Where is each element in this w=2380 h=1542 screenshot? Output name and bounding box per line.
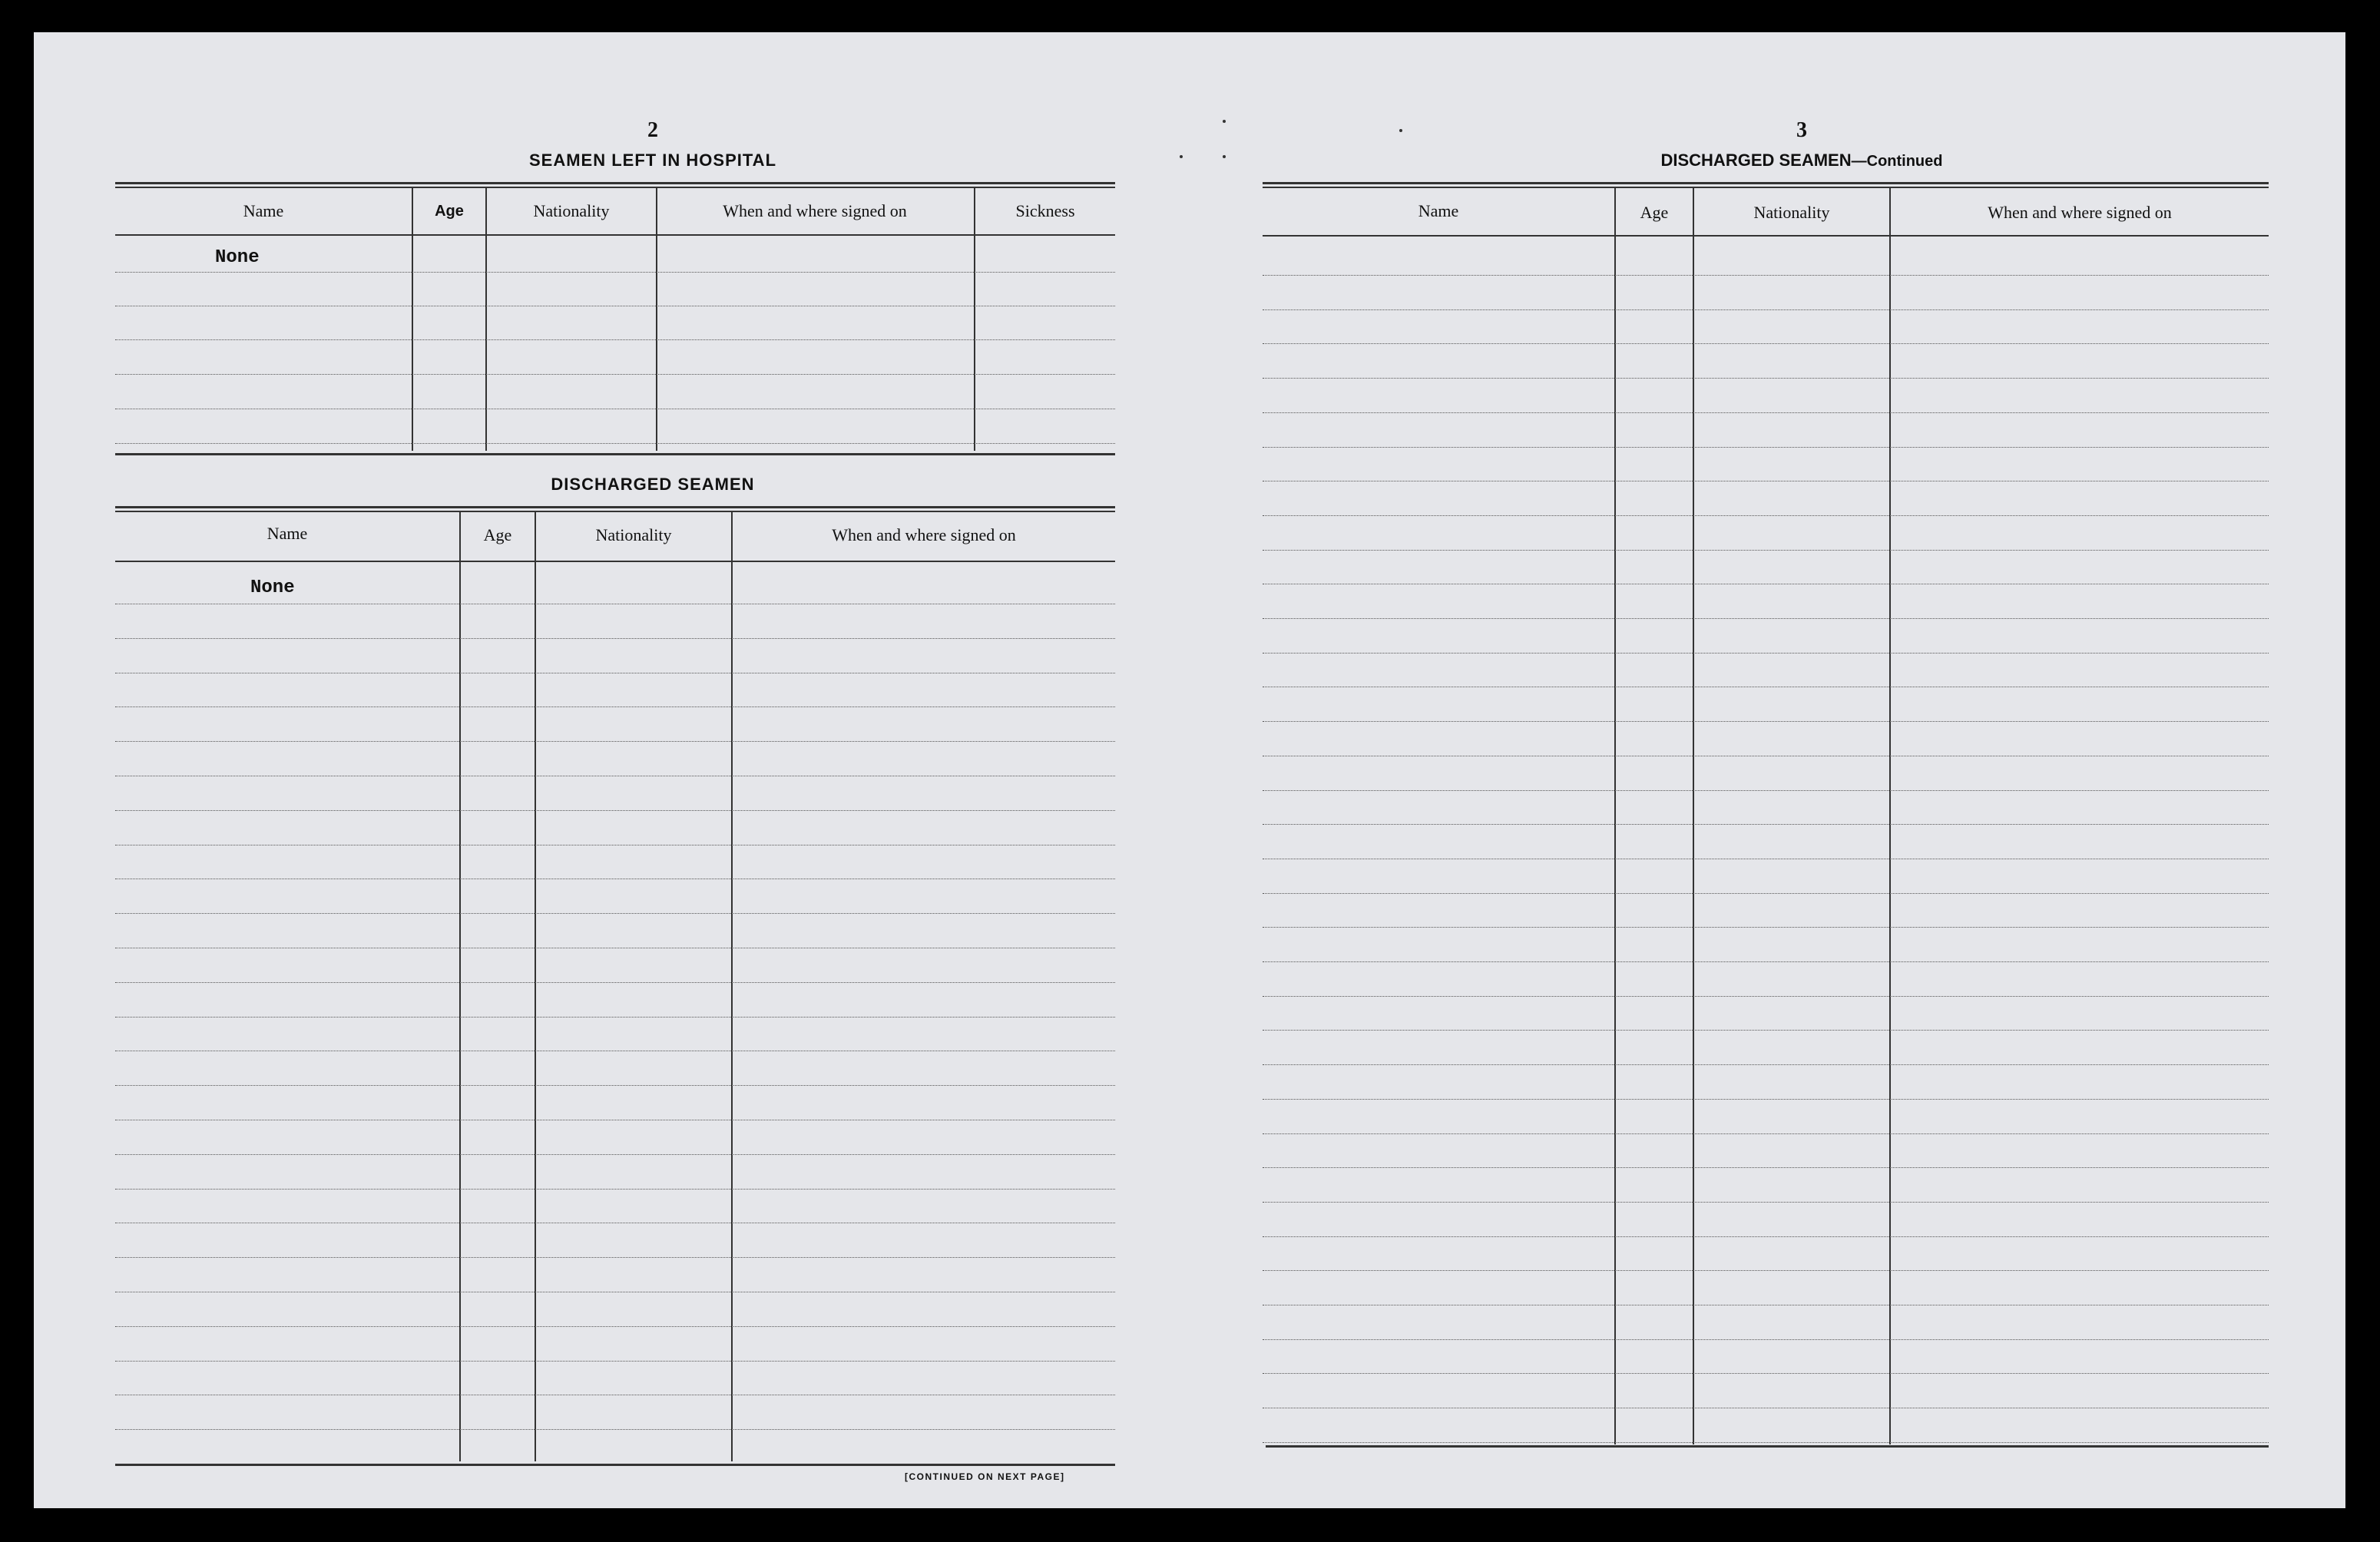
ruled-row-line bbox=[1263, 721, 2269, 722]
ruled-row-line bbox=[1263, 927, 2269, 928]
hospital-row-line bbox=[115, 443, 1115, 444]
right-divider bbox=[1693, 188, 1694, 1444]
discharged-divider bbox=[535, 512, 536, 1461]
ruled-row-line bbox=[115, 1257, 1115, 1258]
discharged-table-top-rule bbox=[115, 506, 1115, 512]
ruled-row-line bbox=[115, 1154, 1115, 1155]
ruled-row-line bbox=[115, 1326, 1115, 1327]
right-divider bbox=[1614, 188, 1616, 1444]
hospital-table-bottom-rule bbox=[115, 453, 1115, 455]
ruled-row-line bbox=[1263, 996, 2269, 997]
discharged-section-title: DISCHARGED SEAMEN bbox=[551, 475, 755, 494]
right-section-title bbox=[1495, 151, 2109, 170]
hospital-col-name: Name bbox=[243, 201, 284, 220]
left-page-number: 2 bbox=[647, 118, 658, 142]
hospital-divider bbox=[485, 188, 487, 451]
discharged-table-bottom-rule bbox=[115, 1464, 1115, 1466]
ruled-row-line bbox=[1263, 1270, 2269, 1271]
discharged-col-nationality: Nationality bbox=[595, 525, 672, 544]
hospital-row-line bbox=[115, 272, 1115, 273]
ruled-row-line bbox=[1263, 824, 2269, 825]
ruled-row-line bbox=[115, 810, 1115, 811]
ruled-row-line bbox=[1263, 1339, 2269, 1340]
discharged-header-rule bbox=[115, 561, 1115, 562]
hospital-row-line bbox=[115, 339, 1115, 340]
ruled-row-line bbox=[1263, 412, 2269, 413]
ruled-row-line bbox=[1263, 515, 2269, 516]
hospital-table-top-rule bbox=[115, 182, 1115, 188]
discharged-entry-name: None bbox=[250, 577, 295, 598]
hospital-divider bbox=[974, 188, 975, 451]
ruled-row-line bbox=[1263, 550, 2269, 551]
discharged-col-age: Age bbox=[483, 525, 512, 544]
ruled-row-line bbox=[1263, 961, 2269, 962]
ruled-row-line bbox=[1263, 1064, 2269, 1065]
right-col-nationality: Nationality bbox=[1753, 203, 1830, 222]
hospital-entry-name: None bbox=[215, 247, 260, 268]
continued-footnote: [CONTINUED ON NEXT PAGE] bbox=[905, 1471, 1065, 1482]
ruled-row-line bbox=[1263, 1236, 2269, 1237]
hospital-col-age: Age bbox=[435, 203, 464, 220]
gutter-speck bbox=[1399, 129, 1402, 132]
right-col-name: Name bbox=[1418, 201, 1459, 220]
gutter-speck bbox=[1223, 120, 1226, 123]
ruled-row-line bbox=[115, 1085, 1115, 1086]
right-divider bbox=[1889, 188, 1891, 1444]
ruled-row-line bbox=[115, 706, 1115, 707]
hospital-header-rule bbox=[115, 234, 1115, 236]
right-table-bottom-rule bbox=[1266, 1445, 2269, 1448]
hospital-divider bbox=[412, 188, 413, 451]
right-page-number: 3 bbox=[1796, 118, 1807, 142]
hospital-section-title: SEAMEN LEFT IN HOSPITAL bbox=[528, 151, 777, 170]
ruled-row-line bbox=[115, 741, 1115, 742]
ruled-row-line bbox=[115, 1429, 1115, 1430]
ruled-row-line bbox=[1263, 893, 2269, 894]
ruled-row-line bbox=[1263, 1373, 2269, 1374]
ruled-row-line bbox=[1263, 1442, 2269, 1443]
hospital-col-when-where: When and where signed on bbox=[723, 201, 907, 220]
ruled-row-line bbox=[1263, 653, 2269, 654]
ruled-row-line bbox=[115, 1017, 1115, 1018]
right-header-rule bbox=[1263, 235, 2269, 237]
ruled-row-line bbox=[1263, 1202, 2269, 1203]
ruled-row-line bbox=[1263, 618, 2269, 619]
discharged-divider bbox=[459, 512, 461, 1461]
ruled-row-line bbox=[1263, 1167, 2269, 1168]
right-title-main: DISCHARGED SEAMEN bbox=[1660, 151, 1852, 170]
hospital-row-line bbox=[115, 374, 1115, 375]
ruled-row-line bbox=[1263, 1133, 2269, 1134]
right-col-age: Age bbox=[1640, 203, 1669, 222]
right-col-when-where: When and where signed on bbox=[1988, 203, 2172, 222]
discharged-divider bbox=[731, 512, 733, 1461]
ruled-row-line bbox=[1263, 790, 2269, 791]
ruled-row-line bbox=[115, 913, 1115, 914]
hospital-col-nationality: Nationality bbox=[533, 201, 610, 220]
ruled-row-line bbox=[115, 1189, 1115, 1190]
gutter-speck bbox=[1223, 155, 1226, 158]
ruled-row-line bbox=[1263, 1030, 2269, 1031]
document-sheet bbox=[34, 32, 2345, 1508]
ruled-row-line bbox=[115, 638, 1115, 639]
ruled-row-line bbox=[1263, 275, 2269, 276]
ruled-row-line bbox=[1263, 378, 2269, 379]
ruled-row-line bbox=[1263, 309, 2269, 310]
discharged-col-name: Name bbox=[266, 524, 308, 543]
ruled-row-line bbox=[1263, 343, 2269, 344]
ruled-row-line bbox=[1263, 447, 2269, 448]
discharged-col-when-where: When and where signed on bbox=[832, 525, 1016, 544]
hospital-col-sickness: Sickness bbox=[1015, 201, 1075, 220]
hospital-divider bbox=[656, 188, 657, 451]
ruled-row-line bbox=[1263, 1099, 2269, 1100]
right-title-suffix: —Continued bbox=[1851, 153, 1943, 170]
ruled-row-line bbox=[115, 1361, 1115, 1362]
ruled-row-line bbox=[115, 982, 1115, 983]
gutter-speck bbox=[1180, 155, 1183, 158]
right-table-top-rule bbox=[1263, 182, 2269, 188]
